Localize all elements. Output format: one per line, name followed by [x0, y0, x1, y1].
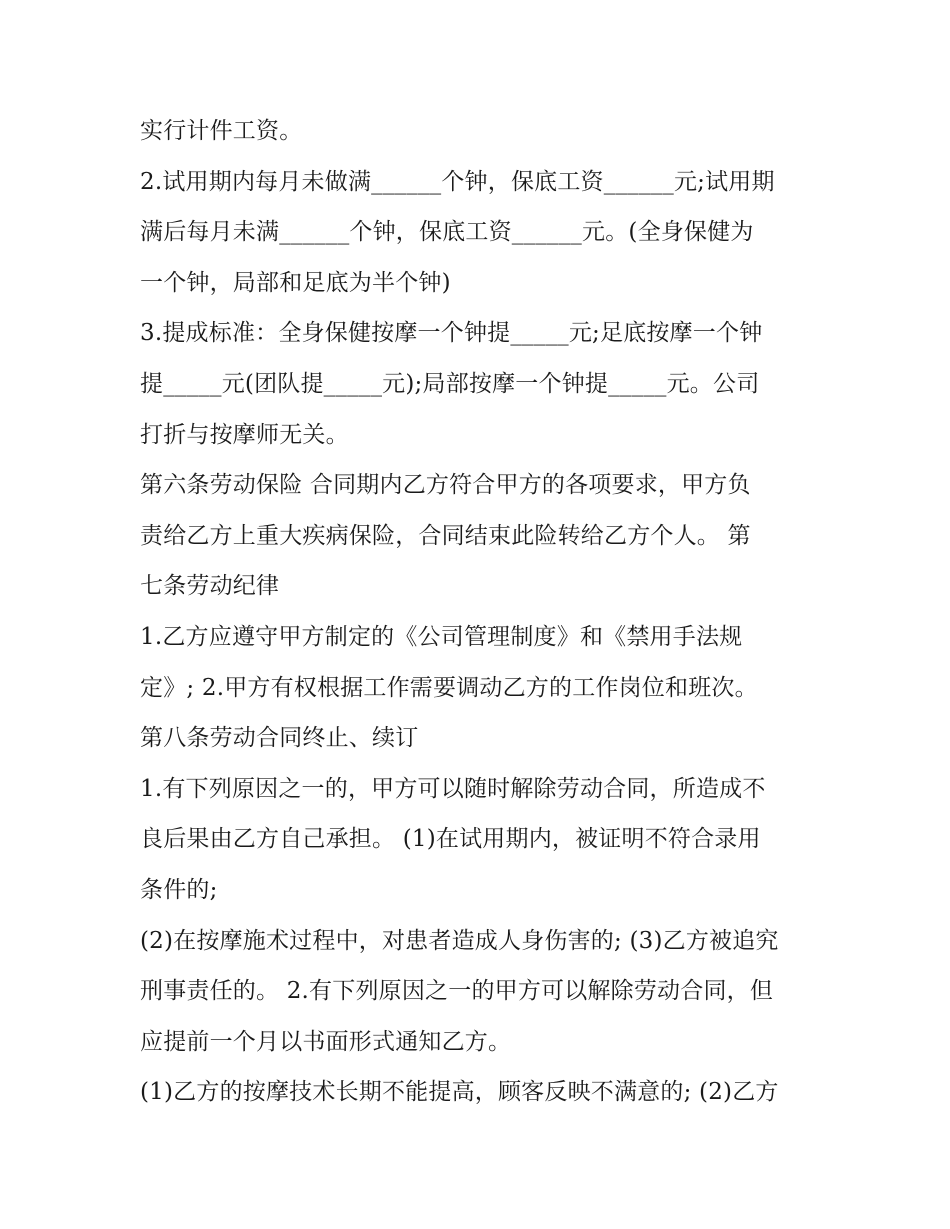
text-line: 1.有下列原因之一的，甲方可以随时解除劳动合同，所造成不 — [140, 775, 766, 802]
text-line: 刑事责任的。 2.有下列原因之一的甲方可以解除劳动合同，但 — [140, 978, 774, 1005]
text-line: 一个钟，局部和足底为半个钟) — [140, 269, 451, 296]
text-line: 满后每月未满______个钟，保底工资______元。(全身保健为 — [140, 219, 754, 246]
text-line: 打折与按摩师无关。 — [140, 421, 349, 448]
document-body — [140, 106, 820, 1118]
text-line: 1.乙方应遵守甲方制定的《公司管理制度》和《禁用手法规 — [140, 623, 743, 650]
text-line: 应提前一个月以书面形式通知乙方。 — [140, 1028, 512, 1055]
text-line: (1)乙方的按摩技术长期不能提高，顾客反映不满意的; (2)乙方 — [140, 1079, 779, 1106]
text-line: 良后果由乙方自己承担。 (1)在试用期内，被证明不符合录用 — [140, 826, 761, 853]
text-line: 责给乙方上重大疾病保险，合同结束此险转给乙方个人。 第 — [140, 522, 751, 549]
text-line: 提_____元(团队提_____元);局部按摩一个钟提_____元。公司 — [140, 370, 760, 397]
text-line: 定》; 2.甲方有权根据工作需要调动乙方的工作岗位和班次。 — [140, 674, 758, 701]
section-heading-line: 第八条劳动合同终止、续订 — [140, 725, 419, 752]
text-line: (2)在按摩施术过程中，对患者造成人身伤害的; (3)乙方被追究 — [140, 927, 779, 954]
text-line: 3.提成标准：全身保健按摩一个钟提_____元;足底按摩一个钟 — [140, 320, 763, 347]
text-line: 2.试用期内每月未做满______个钟，保底工资______元;试用期 — [140, 168, 775, 195]
text-line: 条件的; — [140, 876, 218, 903]
section-heading-line: 七条劳动纪律 — [140, 573, 280, 600]
section-heading-line: 第六条劳动保险 合同期内乙方符合甲方的各项要求，甲方负 — [140, 472, 751, 499]
text-line: 实行计件工资。 — [140, 118, 303, 144]
